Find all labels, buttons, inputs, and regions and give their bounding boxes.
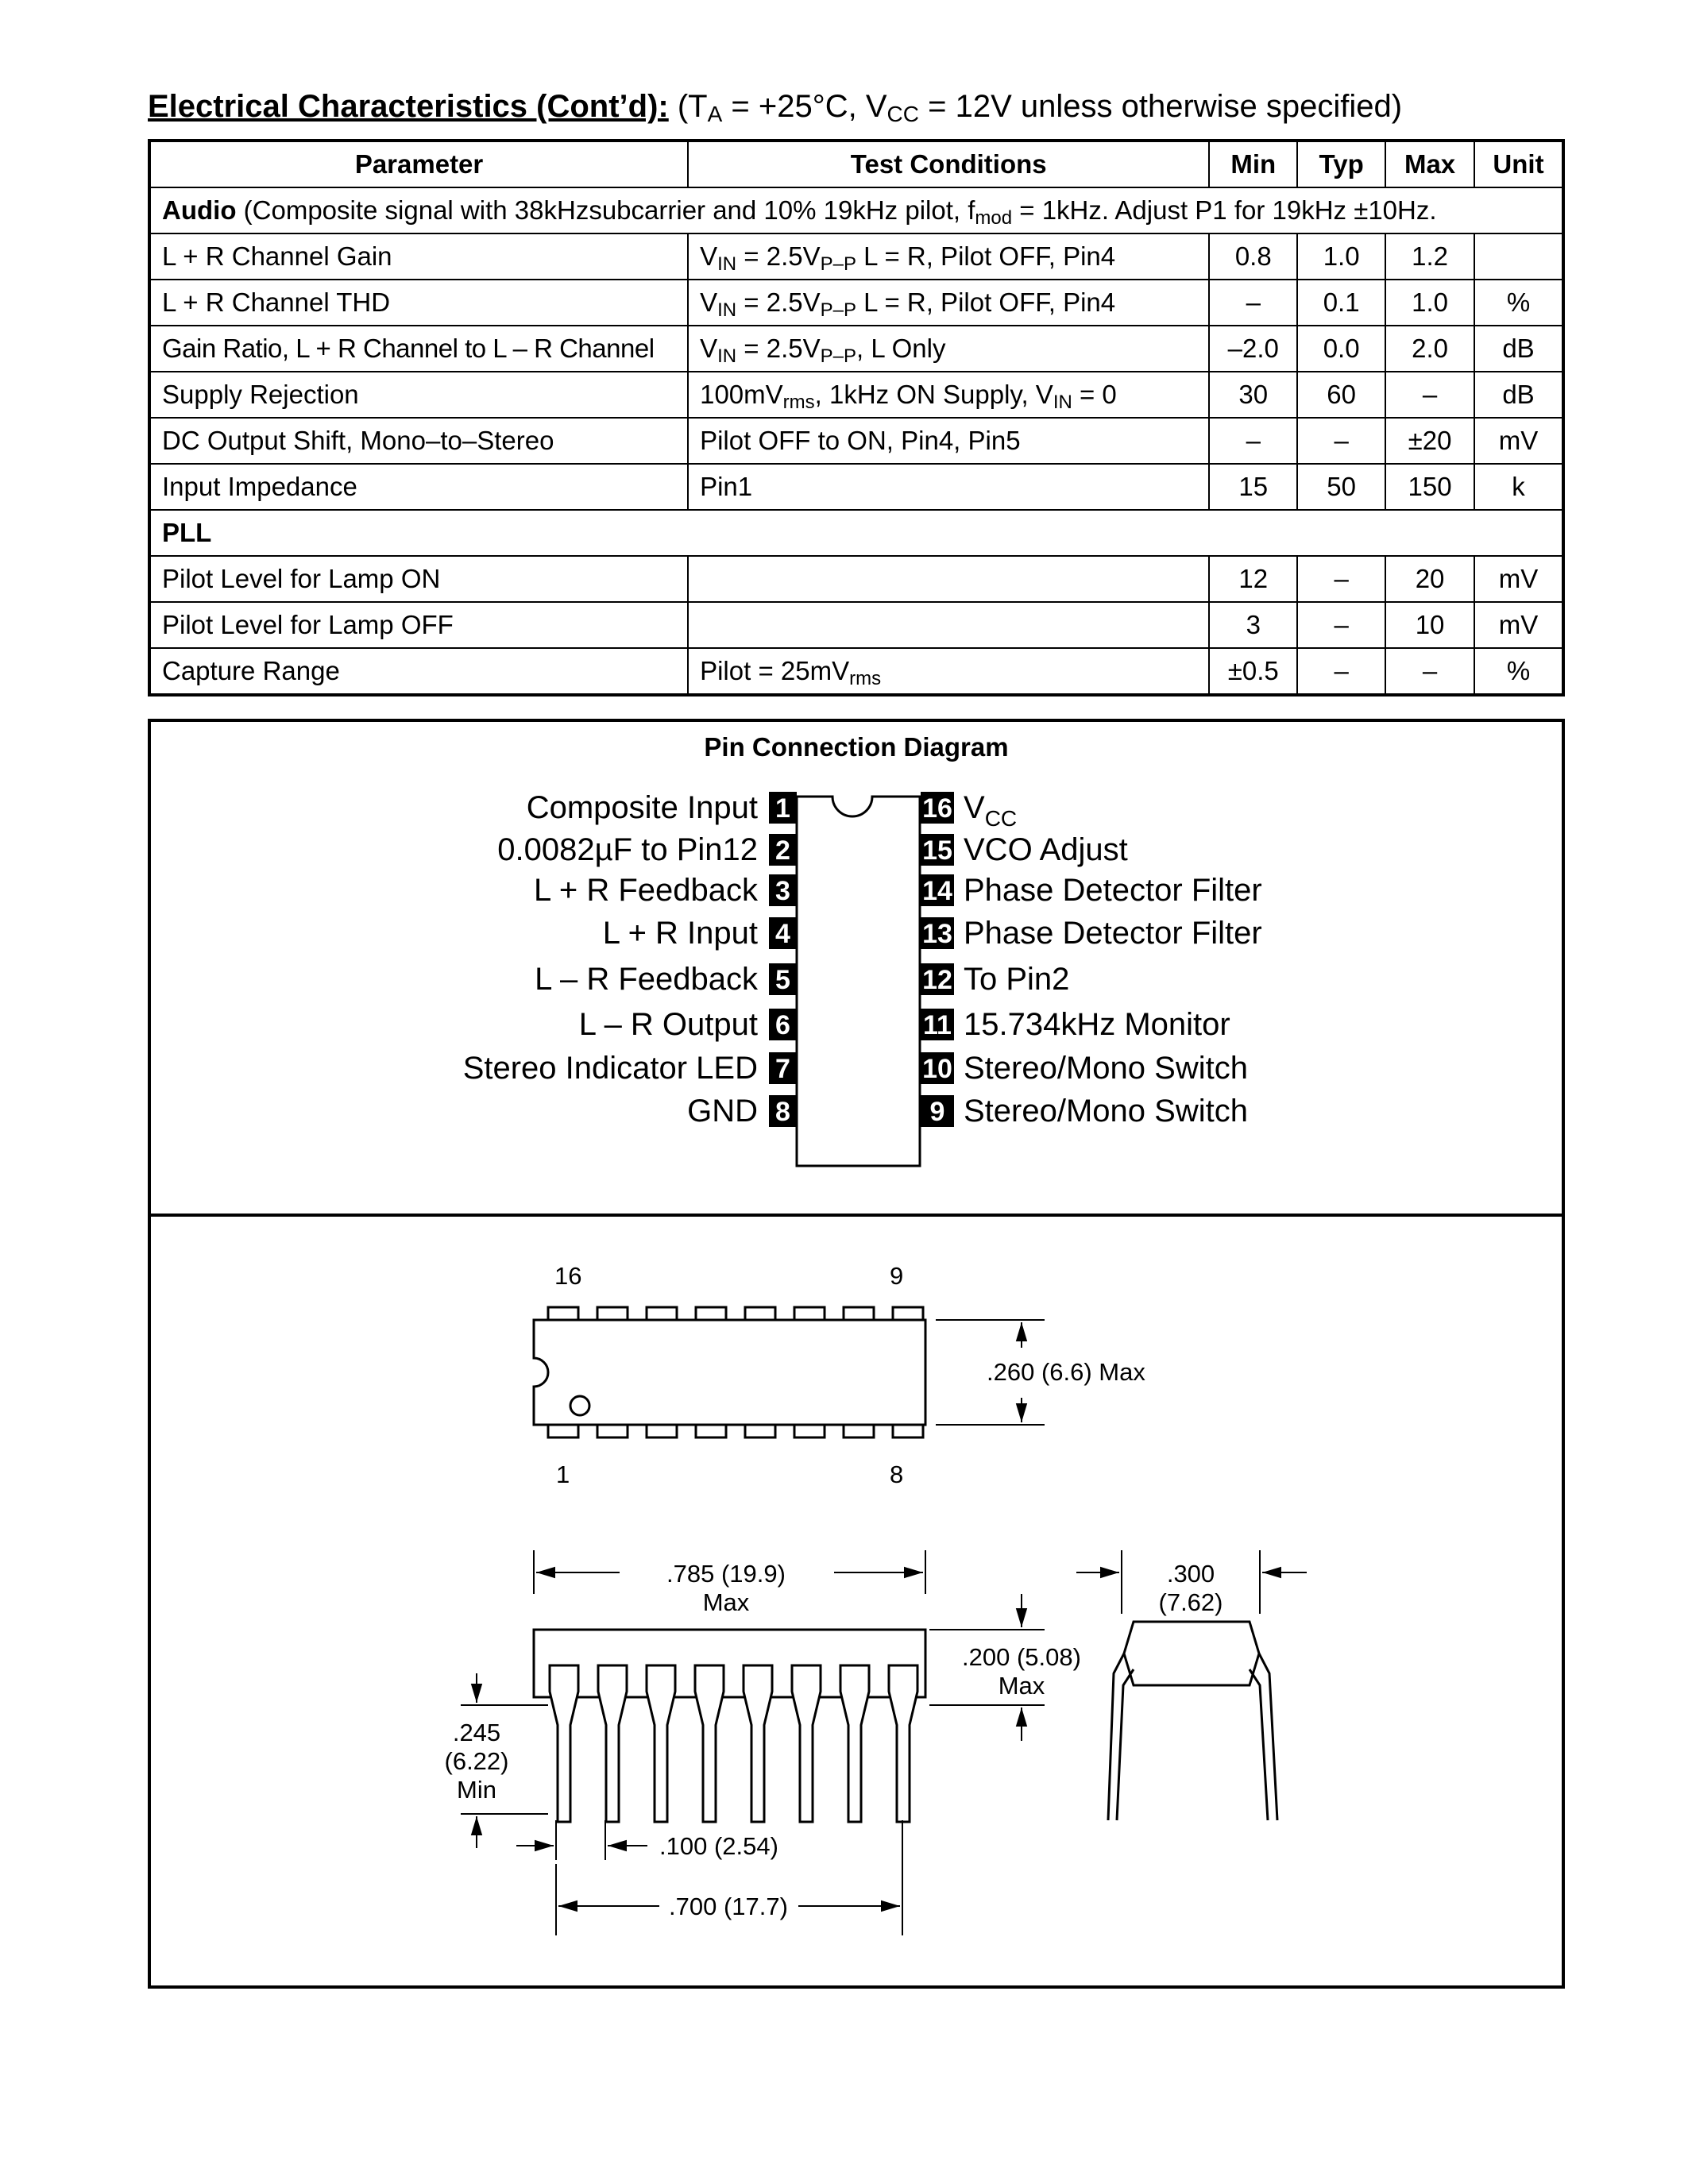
- top-view-lower-pins: [548, 1425, 923, 1437]
- top-view-upper-pins: [548, 1307, 923, 1320]
- pin-13-label: Phase Detector Filter: [964, 916, 1262, 951]
- pin-9-label: Stereo/Mono Switch: [964, 1094, 1248, 1129]
- audio-note-end: = 1kHz. Adjust P1 for 19kHz ±10Hz.: [1012, 195, 1437, 225]
- pll-section-cell: [149, 510, 1563, 556]
- table-row: [149, 418, 1563, 464]
- top-lower-pin: [893, 1425, 923, 1437]
- right-pin-group: [921, 790, 1262, 1129]
- min-cell: –: [1209, 418, 1297, 464]
- pin-11-label: 15.734kHz Monitor: [964, 1007, 1230, 1042]
- param-cell: L + R Channel Gain: [149, 233, 688, 280]
- typ-cell: –: [1297, 556, 1385, 602]
- height-dimension-label: .200 (5.08): [962, 1643, 1081, 1671]
- typ-cell: 50: [1297, 464, 1385, 510]
- param-cell: Capture Range: [149, 648, 688, 695]
- typ-cell: –: [1297, 602, 1385, 648]
- pin-10-number: 10: [922, 1054, 952, 1084]
- condition-cell: Pilot = $25mV_{rms}$: [688, 648, 1209, 695]
- unit-cell: %: [1474, 648, 1563, 695]
- unit-cell: k: [1474, 464, 1563, 510]
- pin-4-label: L + R Input: [602, 916, 758, 951]
- lead-dimension-label: .245: [452, 1719, 501, 1746]
- unit-cell: [1474, 233, 1563, 280]
- audio-note-sub: mod: [975, 206, 1013, 229]
- electrical-characteristics-table: [148, 139, 1565, 696]
- min-cell: ±0.5: [1209, 648, 1297, 695]
- top-upper-pin: [647, 1307, 677, 1320]
- min-cell: –: [1209, 280, 1297, 326]
- section-row-audio: [149, 187, 1563, 233]
- max-cell: 1.0: [1385, 280, 1474, 326]
- heading-cond-end: = 12V unless otherwise specified): [919, 89, 1403, 124]
- top-lower-pin: [597, 1425, 628, 1437]
- max-cell: 1.2: [1385, 233, 1474, 280]
- pin-12-number: 12: [922, 965, 952, 995]
- row-dimension-label-2: (7.62): [1158, 1588, 1223, 1616]
- pin-4-number: 4: [775, 919, 790, 949]
- section-heading: [148, 89, 1402, 125]
- length-dimension-label: .785 (19.9): [666, 1560, 786, 1588]
- unit-cell: dB: [1474, 326, 1563, 372]
- pin-13-number: 13: [922, 919, 952, 949]
- lead-min-label: Min: [457, 1776, 496, 1804]
- max-cell: 20: [1385, 556, 1474, 602]
- typ-cell: 0.1: [1297, 280, 1385, 326]
- unit-cell: dB: [1474, 372, 1563, 418]
- length-max-label: Max: [702, 1588, 750, 1616]
- typ-cell: 0.0: [1297, 326, 1385, 372]
- header-typ: Typ: [1297, 141, 1385, 187]
- pin-8-label: GND: [687, 1094, 758, 1129]
- pin-10-label: Stereo/Mono Switch: [964, 1051, 1248, 1086]
- ic-body: [797, 797, 920, 1166]
- table-row: [149, 326, 1563, 372]
- condition-cell: $V_{IN} = 2.5V_{P-P}$ L = R, Pilot OFF, Pin4: [688, 233, 1209, 280]
- param-cell: Supply Rejection: [149, 372, 688, 418]
- lead-dimension-label-2: (6.22): [444, 1747, 509, 1775]
- max-cell: –: [1385, 372, 1474, 418]
- min-cell: 3: [1209, 602, 1297, 648]
- end-view-body: [1124, 1622, 1259, 1685]
- unit-cell: %: [1474, 280, 1563, 326]
- side-lead: [840, 1665, 869, 1822]
- min-cell: 30: [1209, 372, 1297, 418]
- side-lead: [598, 1665, 627, 1822]
- pin-9-number: 9: [929, 1097, 945, 1127]
- param-cell: DC Output Shift, Mono–to–Stereo: [149, 418, 688, 464]
- pin-1-number: 1: [775, 793, 790, 824]
- top-upper-pin: [597, 1307, 628, 1320]
- pll-label: PLL: [162, 517, 212, 547]
- pin-1-label: Composite Input: [526, 790, 758, 825]
- width-dimension-label: .260 (6.6) Max: [987, 1358, 1145, 1386]
- condition-cell: [688, 602, 1209, 648]
- typ-cell: –: [1297, 648, 1385, 695]
- table-row: [149, 372, 1563, 418]
- max-cell: ±20: [1385, 418, 1474, 464]
- pin-14-number: 14: [922, 876, 952, 906]
- side-lead: [550, 1665, 578, 1822]
- pin-3-label: L + R Feedback: [533, 873, 758, 908]
- pin-6-number: 6: [775, 1010, 790, 1040]
- top-lower-pin: [844, 1425, 874, 1437]
- header-min: Min: [1209, 141, 1297, 187]
- top-lower-pin: [548, 1425, 578, 1437]
- min-cell: 0.8: [1209, 233, 1297, 280]
- unit-cell: mV: [1474, 602, 1563, 648]
- max-cell: 150: [1385, 464, 1474, 510]
- top-upper-pin: [696, 1307, 726, 1320]
- min-cell: –2.0: [1209, 326, 1297, 372]
- top-upper-pin: [548, 1307, 578, 1320]
- condition-cell: $100mV_{rms}$, 1kHz ON Supply, $V_{IN} = 0$: [688, 372, 1209, 418]
- pin-8-number: 8: [775, 1097, 790, 1127]
- top-pin-16-label: 16: [554, 1262, 582, 1290]
- param-cell: L + R Channel THD: [149, 280, 688, 326]
- pitch-dimension-label: .100 (2.54): [659, 1832, 778, 1860]
- unit-cell: mV: [1474, 556, 1563, 602]
- pin-15-label: VCO Adjust: [964, 832, 1128, 867]
- package-outline-drawing: [151, 1217, 1562, 1985]
- table-row: [149, 602, 1563, 648]
- pin-5-number: 5: [775, 965, 790, 995]
- top-lower-pin: [745, 1425, 775, 1437]
- side-lead: [744, 1665, 772, 1822]
- pin-diagram-title: Pin Connection Diagram: [704, 732, 1009, 762]
- pin-12-label: To Pin2: [964, 962, 1070, 997]
- height-max-label: Max: [998, 1672, 1045, 1700]
- pin-connection-box: [148, 719, 1565, 1217]
- min-cell: 15: [1209, 464, 1297, 510]
- side-lead: [792, 1665, 821, 1822]
- top-upper-pin: [745, 1307, 775, 1320]
- table-header-row: [149, 141, 1563, 187]
- top-pin-1-label: 1: [556, 1461, 570, 1488]
- side-lead: [695, 1665, 724, 1822]
- pin-15-number: 15: [922, 835, 952, 866]
- pin-14-label: Phase Detector Filter: [964, 873, 1262, 908]
- side-lead: [889, 1665, 917, 1822]
- top-upper-pin: [844, 1307, 874, 1320]
- param-cell: Pilot Level for Lamp OFF: [149, 602, 688, 648]
- header-unit: Unit: [1474, 141, 1563, 187]
- end-view-left-lead-inner: [1117, 1669, 1134, 1820]
- top-upper-pin: [893, 1307, 923, 1320]
- heading-cond-mid: = +25°C, V: [722, 89, 887, 124]
- heading-cond-open: (T: [668, 89, 708, 124]
- min-cell: 12: [1209, 556, 1297, 602]
- condition-cell: [688, 556, 1209, 602]
- table-row: [149, 464, 1563, 510]
- span-dimension-label: .700 (17.7): [669, 1893, 788, 1920]
- left-pin-group: [463, 790, 797, 1129]
- header-parameter: Parameter: [149, 141, 688, 187]
- heading-sub-a: A: [707, 102, 723, 126]
- top-pin-9-label: 9: [890, 1262, 904, 1290]
- heading-sub-cc: CC: [886, 102, 919, 126]
- param-cell: Input Impedance: [149, 464, 688, 510]
- condition-cell: $V_{IN} = 2.5V_{P-P}$ L = R, Pilot OFF, Pin4: [688, 280, 1209, 326]
- side-lead: [647, 1665, 675, 1822]
- typ-cell: 60: [1297, 372, 1385, 418]
- top-lower-pin: [696, 1425, 726, 1437]
- table-row: [149, 556, 1563, 602]
- table-row: [149, 280, 1563, 326]
- end-view-right-lead-inner: [1250, 1669, 1268, 1820]
- pin-2-number: 2: [775, 835, 790, 866]
- typ-cell: 1.0: [1297, 233, 1385, 280]
- pin-6-label: L – R Output: [578, 1007, 758, 1042]
- pin-5-label: L – R Feedback: [535, 962, 758, 997]
- header-test-conditions: Test Conditions: [688, 141, 1209, 187]
- table-row: [149, 648, 1563, 695]
- unit-cell: mV: [1474, 418, 1563, 464]
- param-cell: Pilot Level for Lamp ON: [149, 556, 688, 602]
- header-max: Max: [1385, 141, 1474, 187]
- top-lower-pin: [794, 1425, 825, 1437]
- max-cell: 2.0: [1385, 326, 1474, 372]
- audio-section-cell: [149, 187, 1563, 233]
- condition-cell: Pin1: [688, 464, 1209, 510]
- pin-3-number: 3: [775, 876, 790, 906]
- condition-cell: Pilot OFF to ON, Pin4, Pin5: [688, 418, 1209, 464]
- row-dimension-label: .300: [1166, 1560, 1215, 1588]
- table-row: [149, 233, 1563, 280]
- pin-2-label: 0.0082µF to Pin12: [497, 832, 758, 867]
- top-view-body: [534, 1320, 925, 1425]
- package-outline-box: [148, 1214, 1565, 1989]
- top-pin-8-label: 8: [890, 1461, 904, 1488]
- section-row-pll: [149, 510, 1563, 556]
- max-cell: –: [1385, 648, 1474, 695]
- pin-connection-diagram: [151, 722, 1562, 1214]
- pin-16-number: 16: [922, 793, 952, 824]
- pin-16-label: $V_{CC}$: [964, 790, 1018, 831]
- pin-7-number: 7: [775, 1054, 790, 1084]
- audio-note: (Composite signal with 38kHzsubcarrier and 10% 19kHz pilot, f: [236, 195, 975, 225]
- typ-cell: –: [1297, 418, 1385, 464]
- pin-11-number: 11: [923, 1010, 952, 1040]
- top-lower-pin: [647, 1425, 677, 1437]
- max-cell: 10: [1385, 602, 1474, 648]
- top-upper-pin: [794, 1307, 825, 1320]
- pin-7-label: Stereo Indicator LED: [462, 1051, 758, 1086]
- audio-label: Audio: [162, 195, 237, 225]
- param-cell: Gain Ratio, L + R Channel to L – R Channel: [149, 326, 688, 372]
- condition-cell: $V_{IN} = 2.5V_{P-P}$, L Only: [688, 326, 1209, 372]
- heading-title: Electrical Characteristics (Cont’d):: [148, 89, 669, 124]
